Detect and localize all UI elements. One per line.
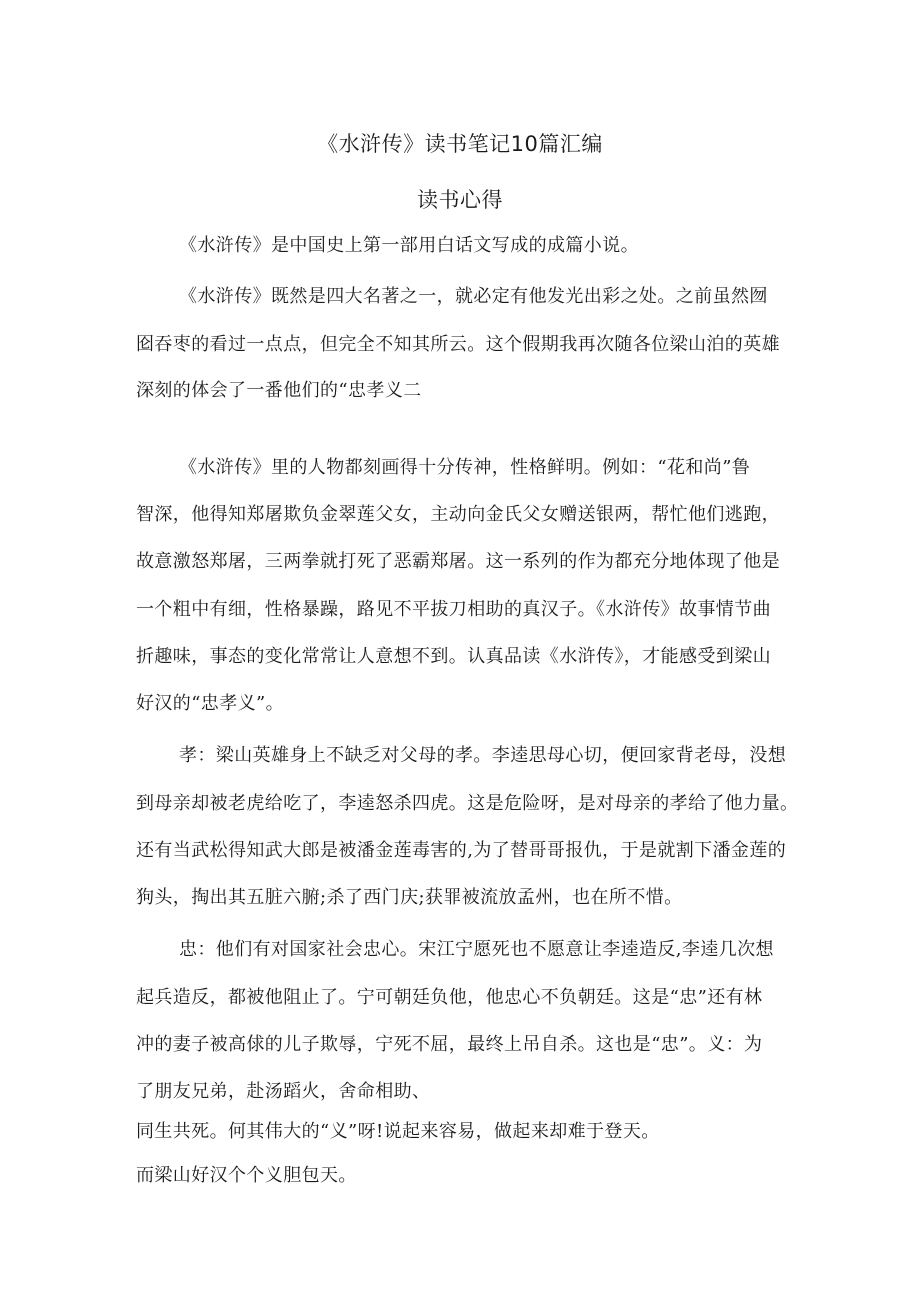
text-line: 深刻的体会了一番他们的“忠孝义二 xyxy=(136,380,422,401)
text-line: 同生共死。何其伟大的“义”呀!说起来容易，做起来却难于登天。 xyxy=(136,1121,660,1142)
text-line: 到母亲却被老虎给吃了，李逵怒杀四虎。这是危险呀，是对母亲的孝给了他力量。 xyxy=(136,793,799,814)
text-line: 忠：他们有对国家社会忠心。宋江宁愿死也不愿意让李逵造反,李逵几次想 xyxy=(179,939,774,960)
text-line: 一个粗中有细，性格暴躁，路见不平拔刀相助的真汉子。《水浒传》故事情节曲 xyxy=(136,599,771,620)
text-line: 折趣味，事态的变化常常让人意想不到。认真品读《水浒传》，才能感受到梁山 xyxy=(136,646,771,667)
text-line: 狗头，掏出其五脏六腑;杀了西门庆;获罪被流放孟州，也在所不惜。 xyxy=(136,887,683,908)
text-line: 好汉的“忠孝义”。 xyxy=(136,693,285,714)
text-line: 还有当武松得知武大郎是被潘金莲毒害的,为了替哥哥报仇，于是就割下潘金莲的 xyxy=(136,840,787,861)
text-line: 故意激怒郑屠，三两拳就打死了恶霸郑屠。这一系列的作为都充分地体现了他是 xyxy=(136,551,780,572)
text-line: 智深，他得知郑屠欺负金翠莲父女，主动向金氏父女赠送银两，帮忙他们逃跑， xyxy=(136,504,780,525)
text-line: 而梁山好汉个个义胆包天。 xyxy=(136,1165,357,1186)
text-line: 起兵造反，都被他阻止了。宁可朝廷负他，他忠心不负朝廷。这是“忠”还有林 xyxy=(136,987,763,1008)
text-line: 《水浒传》里的人物都刻画得十分传神，性格鲜明。例如：“花和尚”鲁 xyxy=(179,457,751,478)
text-line: 了朋友兄弟，赴汤蹈火，舍命相助、 xyxy=(136,1081,431,1102)
text-line: 《水浒传》是中国史上第一部用白话文写成的成篇小说。 xyxy=(179,235,639,256)
document-subtitle: 读书心得 xyxy=(417,188,503,212)
text-line: 《水浒传》既然是四大名著之一，就必定有他发光出彩之处。之前虽然囫 xyxy=(179,286,768,307)
document-title: 《水浒传》读书笔记10篇汇编 xyxy=(317,132,603,156)
text-line: 孝：梁山英雄身上不缺乏对父母的孝。李逵思母心切，便回家背老母，没想 xyxy=(179,745,787,766)
text-line: 冲的妻子被高俅的儿子欺辱，宁死不屈，最终上吊自杀。这也是“忠”。义：为 xyxy=(136,1034,763,1055)
text-line: 囵吞枣的看过一点点，但完全不知其所云。这个假期我再次随各位梁山泊的英雄 xyxy=(136,334,780,355)
